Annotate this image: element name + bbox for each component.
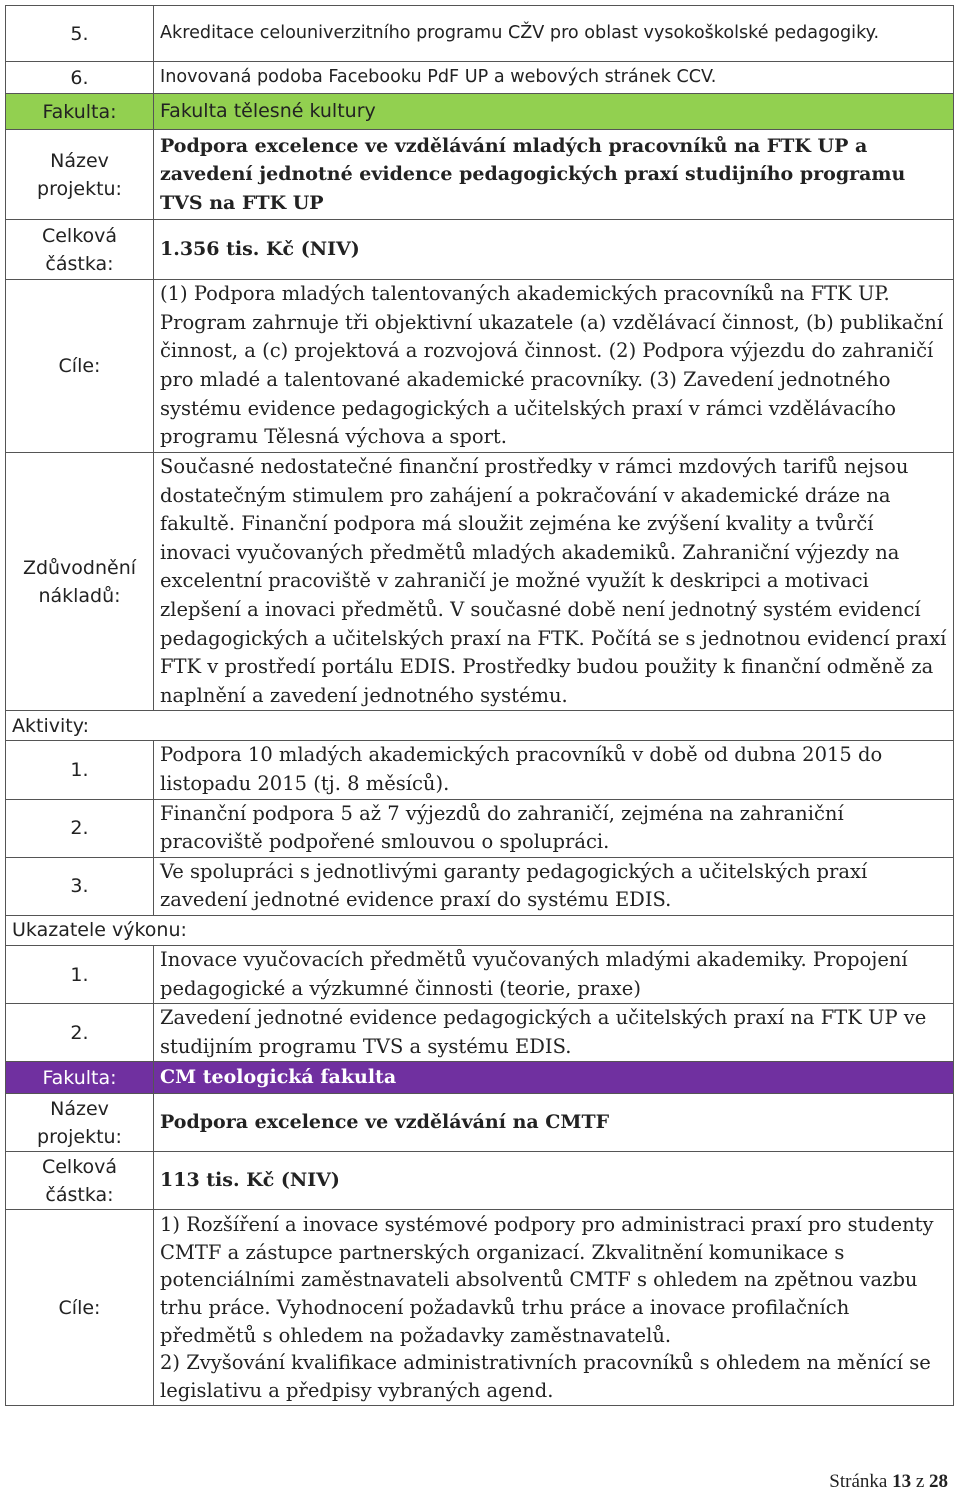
activity-text: Finanční podpora 5 až 7 výjezdů do zahraničí, zejména na zahraniční pracoviště podpořené smlouvou o spolupráci.: [154, 799, 954, 857]
activities-heading-row: [6, 711, 954, 741]
amount-row: [6, 1152, 954, 1210]
project-label: Název projektu:: [6, 130, 154, 220]
activity-text: Ve spolupráci s jednotlivými garanty pedagogických a učitelských praxí zavedení jednotné evidence praxí do systému EDIS.: [154, 857, 954, 915]
top-row-5: [6, 6, 954, 62]
project-name-row: [6, 1094, 954, 1152]
activities-heading: Aktivity:: [6, 711, 954, 741]
amount-value: 113 tis. Kč (NIV): [154, 1152, 954, 1210]
document-table: [5, 5, 954, 1406]
goals-paragraph-1: 1) Rozšíření a inovace systémové podpory pro administraci praxí pro studenty CMTF a zástupce partnerských organizací. Zkvalitnění komunikace s potenciálními zaměstnavateli absolventů CMTF s ohledem na zpětnou vazbu trhu práce. Vyhodnocení požadavků trhu práce a inovace profilačních předmětů s ohledem na požadavky zaměstnavatelů.: [160, 1213, 934, 1347]
indicator-number: 1.: [6, 945, 154, 1003]
justification-row: [6, 453, 954, 711]
faculty-label: Fakulta:: [6, 94, 154, 130]
amount-label: Celková částka:: [6, 1152, 154, 1210]
goals-label: Cíle:: [6, 280, 154, 453]
footer-prefix: Stránka: [829, 1471, 893, 1492]
amount-label: Celková částka:: [6, 220, 154, 280]
row-text: Akreditace celouniverzitního programu CŽV pro oblast vysokoškolské pedagogiky.: [154, 6, 954, 62]
goals-label: Cíle:: [6, 1210, 154, 1406]
goals-paragraph-2: 2) Zvyšování kvalifikace administrativních pracovníků s ohledem na měnící se legislativu a předpisy vybraných agend.: [160, 1351, 931, 1402]
footer-middle: z: [911, 1471, 929, 1492]
justification-text: Současné nedostatečné finanční prostředky v rámci mzdových tarifů nejsou dostatečným stimulem pro zahájení a pokračování v akademické dráze na fakultě. Finanční podpora má sloužit zejména ke zvýšení kvality a tvůrčí inovaci vyučovaných předmětů mladých akademiků. Zahraniční výjezdy na excelentní pracoviště v zahraničí je možné využít k deskripci a motivaci zlepšení a inovaci předmětů. V současné době není jednotný systém evidencí pedagogických a učitelských praxí na FTK. Počítá se s jednotnou evidencí praxí FTK v prostředí portálu EDIS. Prostředky budou použity k finanční odměně za naplnění a zavedení jednotného systému.: [154, 453, 954, 711]
row-number: 6.: [6, 62, 154, 94]
activity-row: [6, 857, 954, 915]
indicator-text: Inovace vyučovacích předmětů vyučovaných mladými akademiky. Propojení pedagogické a výzkumné činnosti (teorie, praxe): [154, 945, 954, 1003]
activity-text: Podpora 10 mladých akademických pracovníků v době od dubna 2015 do listopadu 2015 (tj. 8 měsíců).: [154, 741, 954, 799]
row-text: Inovovaná podoba Facebooku PdF UP a webových stránek CCV.: [154, 62, 954, 94]
indicators-heading: Ukazatele výkonu:: [6, 915, 954, 945]
indicator-number: 2.: [6, 1004, 154, 1062]
indicator-row: [6, 945, 954, 1003]
page-footer: [829, 1471, 948, 1493]
row-number: 5.: [6, 6, 154, 62]
activity-number: 2.: [6, 799, 154, 857]
indicators-heading-row: [6, 915, 954, 945]
project-name-row: [6, 130, 954, 220]
activity-number: 3.: [6, 857, 154, 915]
faculty-name: Fakulta tělesné kultury: [154, 94, 954, 130]
activity-number: 1.: [6, 741, 154, 799]
goals-cell: [154, 1210, 954, 1406]
project-name: Podpora excelence ve vzdělávání na CMTF: [154, 1094, 954, 1152]
footer-page-number: 13: [892, 1471, 912, 1492]
project-label: Název projektu:: [6, 1094, 154, 1152]
activity-row: [6, 799, 954, 857]
goals-text: (1) Podpora mladých talentovaných akademických pracovníků na FTK UP. Program zahrnuje tři objektivní ukazatele (a) vzdělávací činnost, (b) publikační činnost, a (c) projektová a rozvojová činnost. (2) Podpora výjezdu do zahraničí pro mladé a talentované akademické pracovníky. (3) Zavedení jednotného systému evidence pedagogických a učitelských praxí v rámci vzdělávacího programu Tělesná výchova a sport.: [154, 280, 954, 453]
faculty-label: Fakulta:: [6, 1062, 154, 1094]
footer-page-total: 28: [929, 1471, 948, 1492]
top-row-6: [6, 62, 954, 94]
faculty-name: CM teologická fakulta: [154, 1062, 954, 1094]
indicator-text: Zavedení jednotné evidence pedagogických a učitelských praxí na FTK UP ve studijním programu TVS a systému EDIS.: [154, 1004, 954, 1062]
activity-row: [6, 741, 954, 799]
amount-value: 1.356 tis. Kč (NIV): [154, 220, 954, 280]
indicator-row: [6, 1004, 954, 1062]
goals-row: [6, 280, 954, 453]
amount-row: [6, 220, 954, 280]
project-name: Podpora excelence ve vzdělávání mladých pracovníků na FTK UP a zavedení jednotné evidence pedagogických praxí studijního programu TVS na FTK UP: [154, 130, 954, 220]
faculty-header-row: [6, 1062, 954, 1094]
justification-label: Zdůvodnění nákladů:: [6, 453, 154, 711]
goals-row: [6, 1210, 954, 1406]
faculty-header-row: [6, 94, 954, 130]
